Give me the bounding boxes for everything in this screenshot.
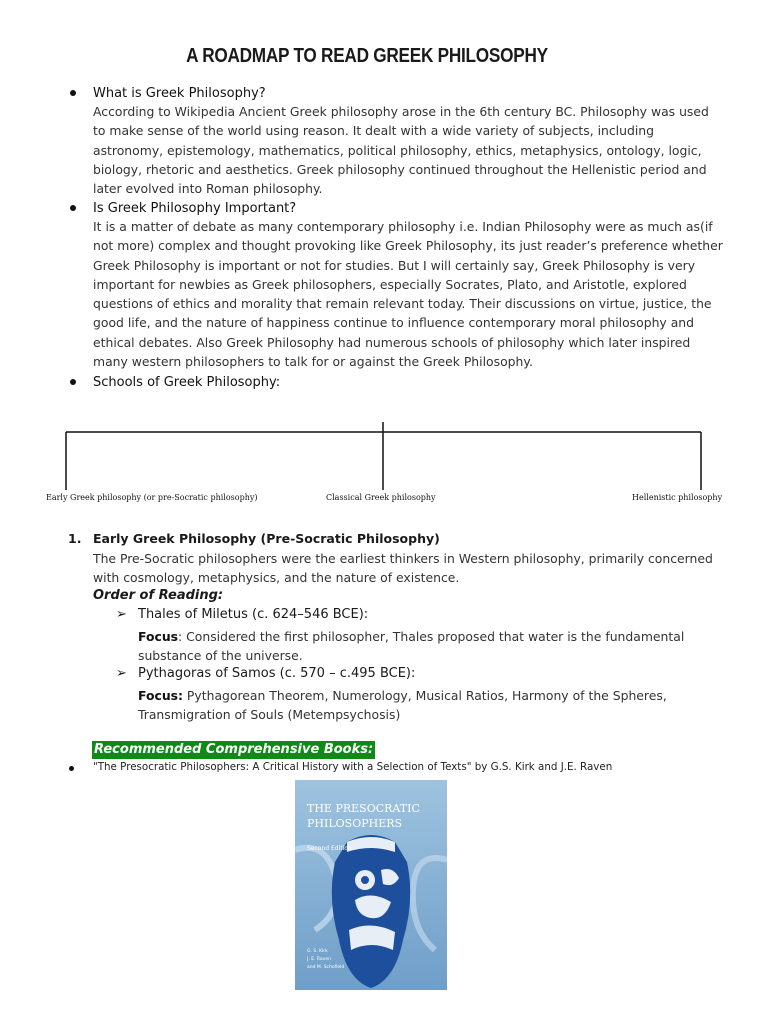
bullet-icon bbox=[70, 379, 76, 385]
cover-author: and M. Schofield bbox=[307, 965, 345, 970]
arrow-bullet-icon: ➢ bbox=[116, 607, 127, 622]
focus-label: Focus: bbox=[138, 688, 183, 703]
cover-title-line2: PHILOSOPHERS bbox=[307, 817, 403, 830]
schools-diagram bbox=[0, 420, 768, 512]
arrow-bullet-icon: ➢ bbox=[116, 666, 127, 681]
book-cover-artwork bbox=[295, 780, 447, 990]
recommended-books-label: Recommended Comprehensive Books: bbox=[94, 742, 374, 757]
section-heading: Early Greek Philosophy (Pre-Socratic Philosophy) bbox=[93, 531, 440, 546]
diagram-node-early: Early Greek philosophy (or pre-Socratic philosophy) bbox=[46, 493, 258, 502]
item-title: Pythagoras of Samos (c. 570 – c.495 BCE): bbox=[138, 666, 416, 681]
order-label: Order of Reading: bbox=[93, 588, 224, 603]
bullet-icon bbox=[70, 90, 76, 96]
section-heading: Schools of Greek Philosophy: bbox=[93, 375, 281, 390]
focus-text: Pythagorean Theorem, Numerology, Musical Ratios, Harmony of the Spheres, Transmigration of Souls (Metempsychosis) bbox=[138, 688, 667, 723]
diagram-node-classical: Classical Greek philosophy bbox=[326, 493, 436, 502]
item-body bbox=[138, 686, 718, 725]
item-body bbox=[138, 627, 718, 666]
bullet-icon bbox=[70, 205, 76, 211]
cover-edition: Second Edition bbox=[307, 845, 352, 852]
section-body: The Pre-Socratic philosophers were the earliest thinkers in Western philosophy, primarily concerned with cosmology, metaphysics, and the nature of existence. bbox=[93, 551, 713, 586]
cover-title-line1: THE PRESOCRATIC bbox=[307, 802, 420, 815]
list-number: 1. bbox=[68, 531, 82, 546]
cover-author: G. S. Kirk bbox=[307, 949, 328, 954]
focus-label: Focus bbox=[138, 629, 179, 644]
item-title: Thales of Miletus (c. 624–546 BCE): bbox=[138, 607, 369, 622]
book-reference: "The Presocratic Philosophers: A Critical History with a Selection of Texts" by G.S. Kirk and J.E. Raven bbox=[93, 761, 613, 773]
focus-text: : Considered the first philosopher, Thales proposed that water is the fundamental substance of the universe. bbox=[138, 629, 685, 664]
section-heading: Is Greek Philosophy Important? bbox=[93, 201, 297, 216]
diagram-node-hellenistic: Hellenistic philosophy bbox=[632, 493, 723, 502]
book-cover-image bbox=[295, 780, 447, 990]
section-body: According to Wikipedia Ancient Greek philosophy arose in the 6th century BC. Philosophy was used to make sense of the world using reason. It dealt with a wide variety of subjects, including astronomy, epistemology, mathematics, political philosophy, ethics, metaphysics, ontology, logic, biology, rhetoric and aesthetics. Greek philosophy continued throughout the Hellenistic period and later evolved into Roman philosophy. bbox=[93, 104, 709, 197]
section-body: It is a matter of debate as many contemporary philosophy i.e. Indian Philosophy were as much as(if not more) complex and thought provoking like Greek Philosophy, its just reader’s preference whether Greek Philosophy is important or not for studies. But I will certainly say, Greek Philosophy is very important for newbies as Greek philosophers, especially Socrates, Plato, and Aristotle, explored questions of ethics and morality that remain relevant today. Their discussions on virtue, justice, the good life, and the nature of happiness continue to influence contemporary moral philosophy and ethical debates. Also Greek Philosophy had numerous schools of philosophy which later inspired many western philosophers to talk for or against the Greek Philosophy. bbox=[93, 219, 723, 370]
cover-author: J. E. Raven bbox=[307, 957, 331, 962]
page-title: A ROADMAP TO READ GREEK PHILOSOPHY bbox=[186, 45, 548, 67]
bullet-icon bbox=[69, 766, 74, 771]
section-heading: What is Greek Philosophy? bbox=[93, 86, 266, 101]
